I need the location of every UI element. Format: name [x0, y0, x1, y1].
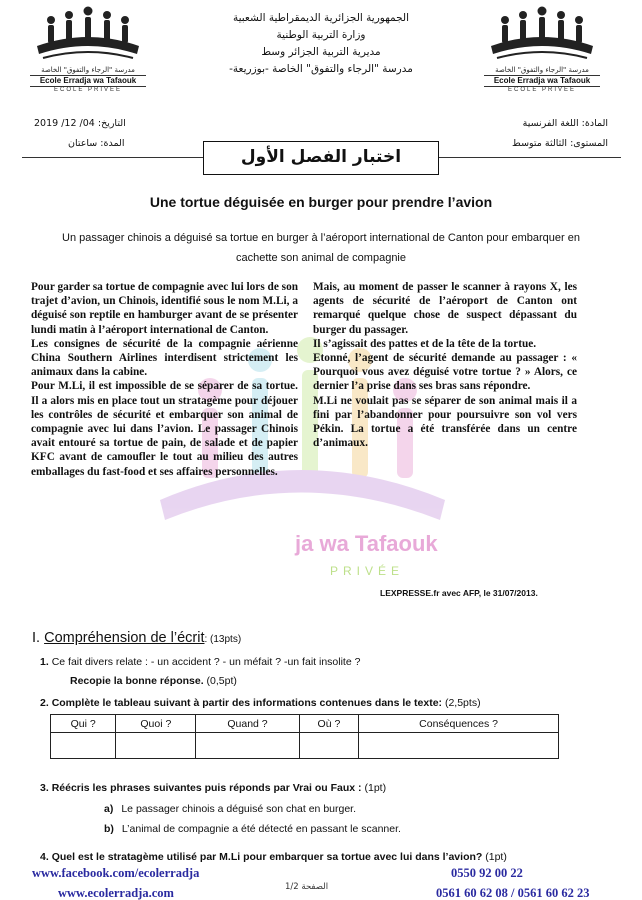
logo-french-name: Ecole Erradja wa Tafaouk [484, 75, 600, 87]
exam-duration: المدة: ساعتان [68, 138, 125, 149]
table-header-cell: Où ? [299, 715, 358, 733]
question-number: 4. [40, 851, 49, 863]
phone-numbers: 0561 60 62 08 / 0561 60 62 23 [436, 886, 590, 900]
table-answer-cell[interactable] [299, 733, 358, 759]
table-answer-cell[interactable] [359, 733, 559, 759]
article-column-left [31, 280, 298, 479]
section-numeral: I. [32, 630, 41, 646]
header-divider-right [439, 157, 621, 158]
watermark-subtitle: PRIVÉE [330, 564, 405, 578]
ministry-header [190, 10, 452, 78]
school-logo-right [472, 6, 612, 110]
exam-level: المستوى: الثالثة متوسط [512, 138, 608, 149]
question-points: (0,5pt) [206, 675, 237, 687]
exam-subject: المادة: اللغة الفرنسية [522, 118, 608, 129]
table-answer-cell[interactable] [51, 733, 116, 759]
website-link[interactable]: www.ecolerradja.com [58, 886, 174, 900]
question-2 [40, 697, 481, 709]
question-text: Ce fait divers relate : - un accident ? - un méfait ? -un fait insolite ? [51, 656, 361, 668]
question-1-instruction [70, 675, 237, 687]
item-text: L’animal de compagnie a été détecté en passant le scanner. [121, 823, 401, 835]
article-paragraph: Mais, au moment de passer le scanner à rayons X, les agents de sécurité de l’aéroport de Canton ont remarqué quelque chose de suspect dépassant du burger du passager. [313, 281, 577, 336]
question-3 [40, 782, 386, 794]
phone-number: 0550 92 00 22 [451, 866, 523, 880]
item-text: Le passager chinois a déguisé son chat en burger. [121, 803, 357, 815]
article-source: LEXPRESSE.fr avec AFP, le 31/07/2013. [380, 588, 538, 598]
article-paragraph: Les consignes de sécurité de la compagnie aérienne China Southern Airlines interdisent strictement les animaux dans la cabine. [31, 337, 298, 379]
header-line-republic: الجمهورية الجزائرية الديمقراطية الشعبية [232, 12, 410, 24]
item-letter: b) [104, 823, 114, 835]
header-line-directorate: مديرية التربية الجزائر وسط [261, 46, 381, 58]
answer-table [50, 714, 559, 759]
question-4 [40, 851, 507, 863]
logo-french-name: Ecole Erradja wa Tafaouk [30, 75, 146, 87]
article-paragraph: Pour garder sa tortue de compagnie avec lui lors de son trajet d’avion, un Chinois, identifié sous le nom M.Li, a déguisé son reptile en hamburger avant de se présenter lundi matin à l’aéroport international de Canton. [31, 281, 298, 336]
school-logo-left [18, 6, 158, 110]
instruction-text: Recopie la bonne réponse. [70, 675, 204, 687]
item-letter: a) [104, 803, 114, 815]
table-answer-cell[interactable] [116, 733, 196, 759]
logo-subtitle: ECOLE PRIVEE [53, 87, 122, 93]
question-points: (1pt) [485, 851, 507, 863]
table-header-cell: Qui ? [51, 715, 116, 733]
section-title: Compréhension de l’écrit [44, 630, 205, 646]
article-title: Une tortue déguisée en burger pour prendre l’avion [149, 194, 493, 210]
article-paragraph: Il s’agissait des pattes et de la tête de la tortue. [313, 337, 537, 350]
article-paragraph: M.Li ne voulait pas se séparer de son animal mais il a fini par l’abandonner pour poursuivre son vol vers Pékin. La tortue a été transférée dans un centre d’animaux. [313, 394, 577, 450]
question-text: Quel est le stratagème utilisé par M.Li pour embarquer sa tortue avec lui dans l’avion? [51, 851, 483, 863]
question-number: 2. [40, 697, 49, 709]
logo-arabic-name: مدرسة "الرجاء والتفوق" الخاصة [495, 66, 589, 74]
question-3-item-b [104, 823, 401, 835]
header-line-ministry: وزارة التربية الوطنية [276, 29, 366, 41]
article-paragraph: Etonné, l’agent de sécurité demande au passager : « Pourquoi vous avez déguisé votre tortue ? » Alors, ce dernier l’a prise dans ses bras sans répondre. [313, 352, 577, 393]
page-number: الصفحة 1/2 [285, 882, 329, 892]
table-header-row [51, 715, 559, 733]
table-row [51, 733, 559, 759]
exam-date: التاريخ: 04/ 12/ 2019 [34, 118, 126, 129]
question-points: (1pt) [364, 782, 387, 794]
logo-arabic-name: مدرسة "الرجاء والتفوق" الخاصة [41, 66, 135, 74]
table-header-cell: Quand ? [196, 715, 299, 733]
table-header-cell: Quoi ? [116, 715, 196, 733]
section-points: : (13pts) [204, 634, 242, 645]
question-number: 3. [40, 782, 49, 794]
article-paragraph: Pour M.Li, il est impossible de se séparer de sa tortue. Il a alors mis en place tout un stratagème pour déjouer les contrôles de sécurité et embarquer son animal de compagnie avec lui dans l’avion. Le passager Chinois avait entouré sa tortue de pain, de salade et de papier KFC avant de camoufler le tout au milieu des autres emballages du fast-food et ses affaires personnelles. [31, 380, 298, 478]
header-line-school: مدرسة "الرجاء والتفوق" الخاصة -بوزريعة- [229, 63, 413, 75]
children-logo-icon [487, 6, 597, 64]
watermark-text: ja wa Tafaouk [295, 531, 438, 556]
exam-title-box: اختبار الفصل الأول [203, 141, 439, 175]
article-column-right [313, 280, 577, 450]
question-text: Complète le tableau suivant à partir des informations contenues dans le texte: [51, 697, 443, 709]
article-subtitle: Un passager chinois a déguisé sa tortue en burger à l’aéroport international de Canton pour embarquer en cachette son animal de compagnie [62, 232, 580, 264]
question-points: (2,5pts) [444, 697, 481, 709]
table-header-cell: Conséquences ? [359, 715, 559, 733]
logo-subtitle: ECOLE PRIVEE [507, 87, 576, 93]
question-3-item-a [104, 803, 356, 815]
question-text: Réécris les phrases suivantes puis réponds par Vrai ou Faux : [51, 782, 362, 794]
header-divider-left [22, 157, 203, 158]
facebook-link[interactable]: www.facebook.com/ecolerradja [32, 866, 200, 880]
children-logo-icon [33, 6, 143, 64]
question-number: 1. [40, 656, 49, 668]
question-1 [40, 656, 360, 668]
section-heading [32, 630, 241, 646]
table-answer-cell[interactable] [196, 733, 299, 759]
